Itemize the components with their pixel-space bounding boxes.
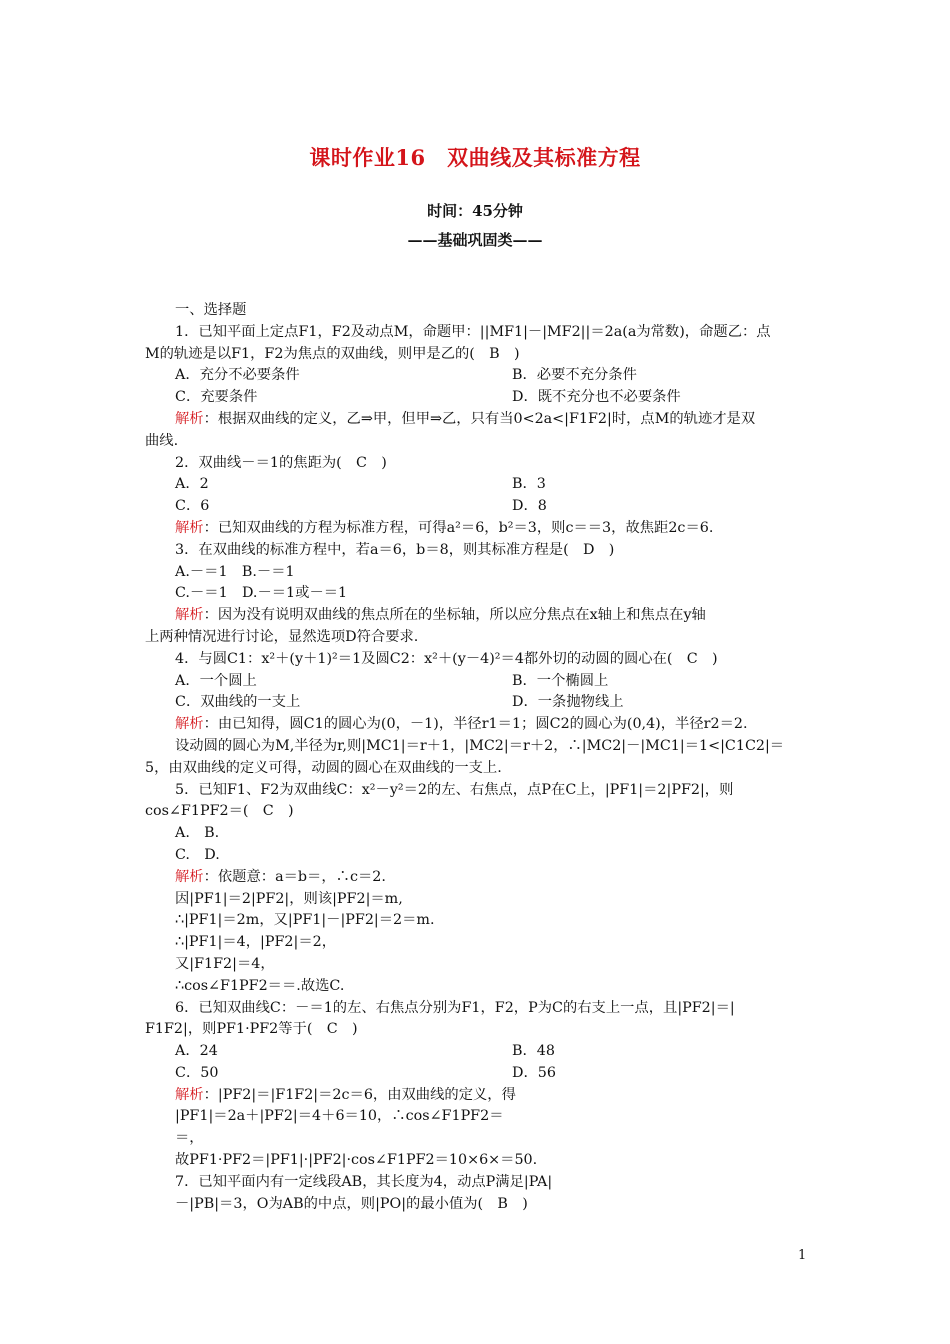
- option-right: B．3: [512, 476, 546, 493]
- text-line: ∴|PF1|＝2m，又|PF1|－|PF2|＝2＝m.: [175, 912, 435, 929]
- text-line: 又|F1F2|＝4，: [175, 955, 275, 972]
- option-left: A．2: [175, 476, 209, 493]
- text-line: |PF1|＝2a＋|PF2|＝4＋6＝10，∴cos∠F1PF2＝: [175, 1108, 504, 1125]
- analysis-label: 解析: [175, 868, 204, 885]
- analysis-label: 解析: [175, 607, 204, 624]
- option-right: D．8: [512, 498, 547, 515]
- text-line: C.－＝1 D.－＝1或－＝1: [175, 585, 348, 602]
- option-right: D．既不充分也不必要条件: [512, 389, 681, 406]
- option-left: C．50: [175, 1064, 219, 1081]
- page-number: 1: [798, 1248, 807, 1263]
- text-line: M的轨迹是以F1，F2为焦点的双曲线，则甲是乙的( B ): [145, 345, 520, 362]
- option-right: B．必要不充分条件: [512, 367, 637, 384]
- text-line: 因|PF1|＝2|PF2|，则该|PF2|＝m,: [175, 890, 403, 907]
- text-line: 6．已知双曲线C：－＝1的左、右焦点分别为F1，F2，P为C的右支上一点，且|PF2|＝|: [175, 999, 735, 1016]
- analysis-line: [145, 867, 810, 889]
- text-line: ＝，: [175, 1130, 204, 1147]
- option-left: A．充分不必要条件: [175, 367, 300, 384]
- option-right: D．一条抛物线上: [512, 694, 624, 711]
- text-line: 1．已知平面上定点F1，F2及动点M，命题甲：||MF1|－|MF2||＝2a(a为常数)，命题乙：点: [175, 323, 771, 340]
- text-line: ∴cos∠F1PF2＝＝.故选C.: [175, 977, 345, 994]
- analysis-line: [145, 518, 810, 540]
- option-row: [145, 496, 810, 518]
- option-row: [145, 671, 810, 693]
- option-left: A．一个圆上: [175, 672, 257, 689]
- option-right: B．一个椭圆上: [512, 672, 609, 689]
- text-line: 上两种情况进行讨论，显然选项D符合要求.: [145, 628, 419, 645]
- text-line: 设动圆的圆心为M,半径为r,则|MC1|＝r＋1，|MC2|＝r＋2，∴|MC2|－|MC1|＝1<|C1C2|＝: [175, 737, 785, 754]
- text-line: C. D.: [175, 846, 220, 863]
- option-right: B．48: [512, 1043, 555, 1060]
- text-line: A. B.: [175, 825, 220, 842]
- analysis-line: [145, 714, 810, 736]
- text-line: 3．在双曲线的标准方程中，若a＝6，b＝8，则其标准方程是( D ): [175, 541, 615, 558]
- analysis-text: ：由已知得，圆C1的圆心为(0，－1)，半径r1＝1；圆C2的圆心为(0,4)，半径r2＝2.: [203, 716, 748, 733]
- time-limit: 时间：45分钟: [427, 202, 523, 220]
- analysis-text: ：已知双曲线的方程为标准方程，可得a²＝6，b²＝3，则c＝＝3，故焦距2c＝6.: [203, 519, 714, 536]
- text-line: cos∠F1PF2＝( C ): [145, 803, 294, 820]
- option-row: [145, 1063, 810, 1085]
- analysis-label: 解析: [175, 410, 204, 427]
- document-body: [145, 300, 810, 1215]
- analysis-line: [145, 605, 810, 627]
- option-row: [145, 1041, 810, 1063]
- text-line: －|PB|＝3，O为AB的中点，则|PO|的最小值为( B ): [175, 1195, 528, 1212]
- option-left: C．充要条件: [175, 389, 258, 406]
- option-left: A．24: [175, 1043, 218, 1060]
- text-line: 4．与圆C1：x²＋(y＋1)²＝1及圆C2：x²＋(y－4)²＝4都外切的动圆的圆心在( C ): [175, 650, 718, 667]
- analysis-text: ：因为没有说明双曲线的焦点所在的坐标轴，所以应分焦点在x轴上和焦点在y轴: [203, 607, 706, 624]
- text-line: 5，由双曲线的定义可得，动圆的圆心在双曲线的一支上.: [145, 759, 502, 776]
- text-line: 2．双曲线－＝1的焦距为( C ): [175, 454, 387, 471]
- option-right: D．56: [512, 1064, 556, 1081]
- option-left: C．双曲线的一支上: [175, 694, 301, 711]
- option-row: [145, 474, 810, 496]
- analysis-text: ：依题意：a＝b＝，∴c＝2.: [203, 868, 386, 885]
- analysis-label: 解析: [175, 716, 204, 733]
- text-line: ∴|PF1|＝4，|PF2|＝2，: [175, 934, 337, 951]
- analysis-text: ：根据双曲线的定义，乙⇒甲，但甲⇒乙，只有当0<2a<|F1F2|时，点M的轨迹才是双: [203, 410, 756, 427]
- text-line: 故PF1·PF2＝|PF1|·|PF2|·cos∠F1PF2＝10×6×＝50.: [175, 1152, 538, 1169]
- text-line: 一、选择题: [175, 302, 247, 318]
- analysis-line: [145, 409, 810, 431]
- text-line: 7．已知平面内有一定线段AB，其长度为4，动点P满足|PA|: [175, 1173, 553, 1190]
- analysis-label: 解析: [175, 1086, 204, 1103]
- option-left: C．6: [175, 498, 210, 515]
- text-line: 曲线.: [145, 432, 179, 449]
- text-line: 5．已知F1、F2为双曲线C：x²－y²＝2的左、右焦点，点P在C上，|PF1|＝2|PF2|，则: [175, 781, 734, 798]
- analysis-label: 解析: [175, 519, 204, 536]
- analysis-line: [145, 1085, 810, 1107]
- text-line: A.－＝1 B.－＝1: [175, 563, 295, 580]
- option-row: [145, 692, 810, 714]
- text-line: F1F2|，则PF1·PF2等于( C ): [145, 1021, 358, 1038]
- option-row: [145, 365, 810, 387]
- page-title: 课时作业16 双曲线及其标准方程: [309, 145, 641, 170]
- analysis-text: ：|PF2|＝|F1F2|＝2c＝6，由双曲线的定义，得: [203, 1086, 516, 1103]
- option-row: [145, 387, 810, 409]
- section-heading: ——基础巩固类——: [407, 231, 543, 249]
